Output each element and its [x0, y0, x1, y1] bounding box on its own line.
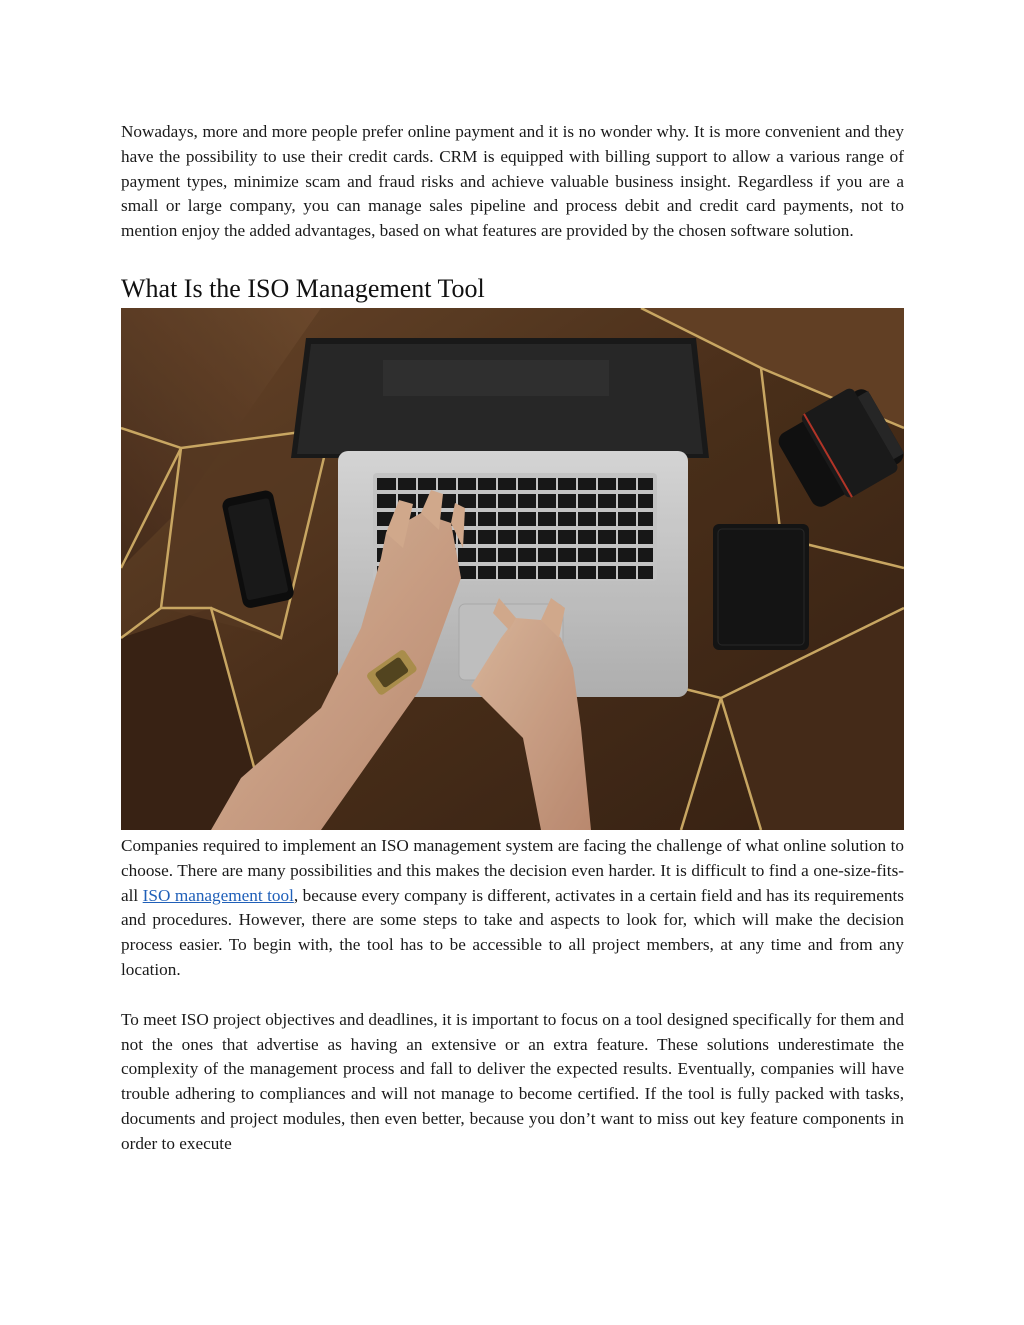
laptop-desk-photo [121, 308, 904, 830]
paragraph-iso-objectives: To meet ISO project objectives and deadlines, it is important to focus on a tool designed specifically for them and not the ones that advertise as having an extensive or an extra feature. These solutions underestimate the complexity of the management process and fall to deliver the expected results. Eventually, companies will have trouble adhering to compliances and will not manage to become certified. If the tool is fully packed with tasks, documents and project modules, then even better, because you don’t want to miss out key feature components in order to execute [121, 1009, 904, 1153]
intro-paragraph: Nowadays, more and more people prefer online payment and it is no wonder why. It is more convenient and they have the possibility to use their credit cards. CRM is equipped with billing support to allow a various range of payment types, minimize scam and fraud risks and achieve valuable business insight. Regardless if you are a small or large company, you can manage sales pipeline and process debit and credit card payments, not to mention enjoy the added advantages, based on what features are provided by the chosen software solution. [121, 122, 904, 241]
paragraph-2-text-end: , because every company is different, activates in a certain field and has its requirements and procedures. However, there are some steps to take and aspects to look for, which will make the decision process easier. To begin with, the tool has to be accessible to all project members, at any time and from any location. [121, 885, 904, 979]
section-heading: What Is the ISO Management Tool [121, 273, 485, 303]
iso-management-tool-link[interactable]: ISO management tool [142, 885, 294, 905]
document-page [121, 120, 904, 1157]
paragraph-iso-choice [121, 834, 904, 983]
paragraph-2-text-start: Companies required to implement an ISO management system are facing the challenge of what online solution to choose. There are many possibilities and this makes the decision even harder. It is difficult to find a one-size-fits-all [121, 835, 904, 905]
